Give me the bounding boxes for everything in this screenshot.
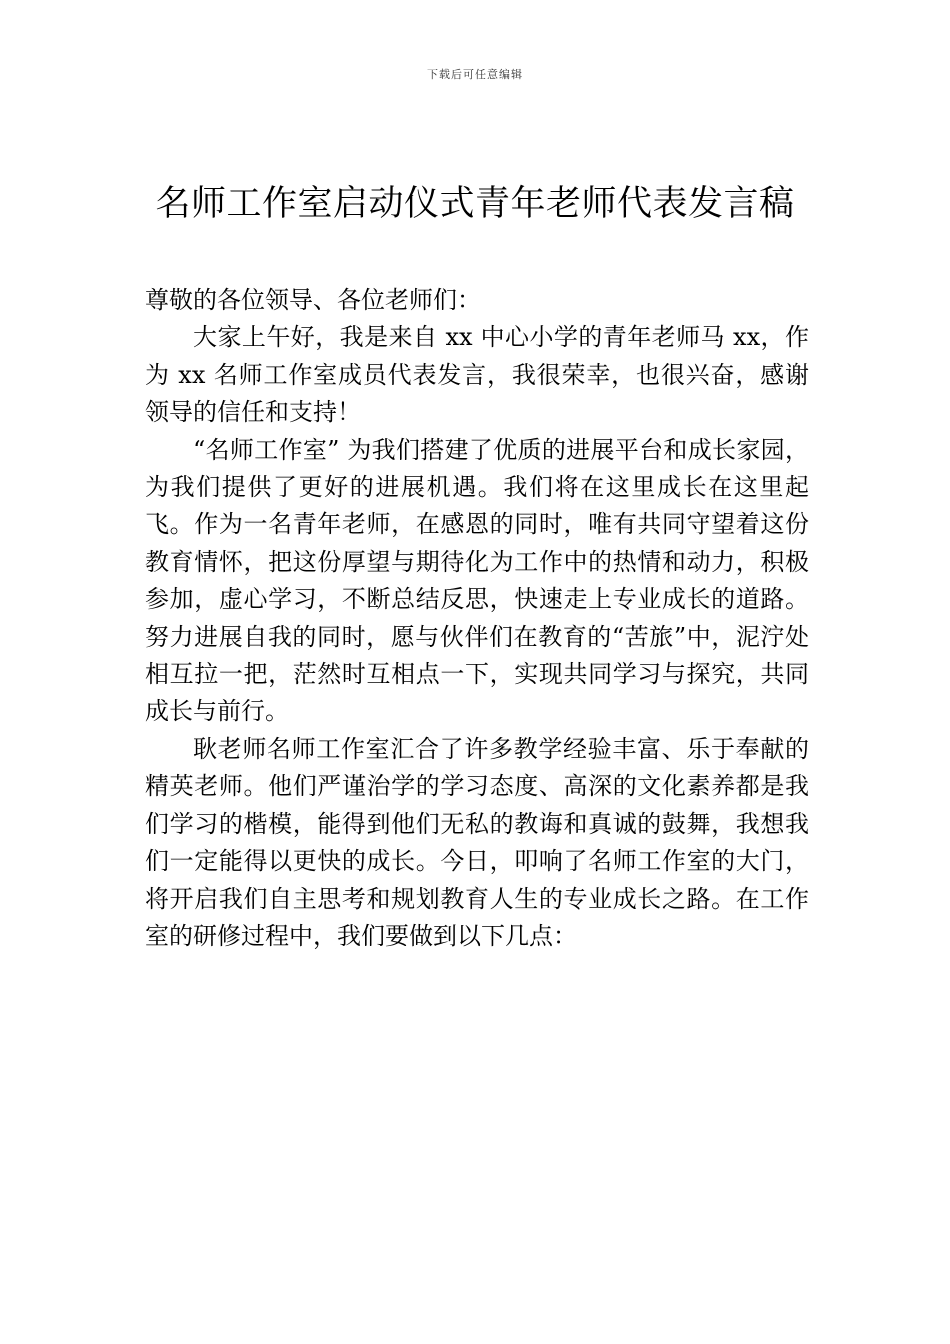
paragraph-2: “名师工作室” 为我们搭建了优质的进展平台和成长家园，为我们提供了更好的进展机遇。我们将在这里成长在这里起飞。作为一名青年老师，在感恩的同时，唯有共同守望着这份教育情怀，把这份厚望与期待化为工作中的热情和动力，积极参加，虚心学习，不断总结反思，快速走上专业成长的道路。努力进展自我的同时，愿与伙伴们在教育的“苦旅”中，泥泞处相互拉一把，茫然时互相点一下，实现共同学习与探究，共同成长与前行。 [145, 435, 809, 726]
salutation: 尊敬的各位领导、各位老师们： [145, 286, 481, 314]
header-note: 下载后可任意编辑 [427, 68, 523, 81]
document-body [145, 282, 809, 955]
document-title: 名师工作室启动仪式青年老师代表发言稿 [155, 184, 795, 224]
paragraph-3: 耿老师名师工作室汇合了许多教学经验丰富、乐于奉献的精英老师。他们严谨治学的学习态度、高深的文化素养都是我们学习的楷模，能得到他们无私的教诲和真诚的鼓舞，我想我们一定能得以更快的成长。今日，叩响了名师工作室的大门，将开启我们自主思考和规划教育人生的专业成长之路。在工作室的研修过程中，我们要做到以下几点： [145, 734, 809, 950]
paragraph-1: 大家上午好，我是来自 xx 中心小学的青年老师马 xx，作为 xx 名师工作室成员代表发言，我很荣幸，也很兴奋，感谢领导的信任和支持！ [145, 323, 809, 427]
